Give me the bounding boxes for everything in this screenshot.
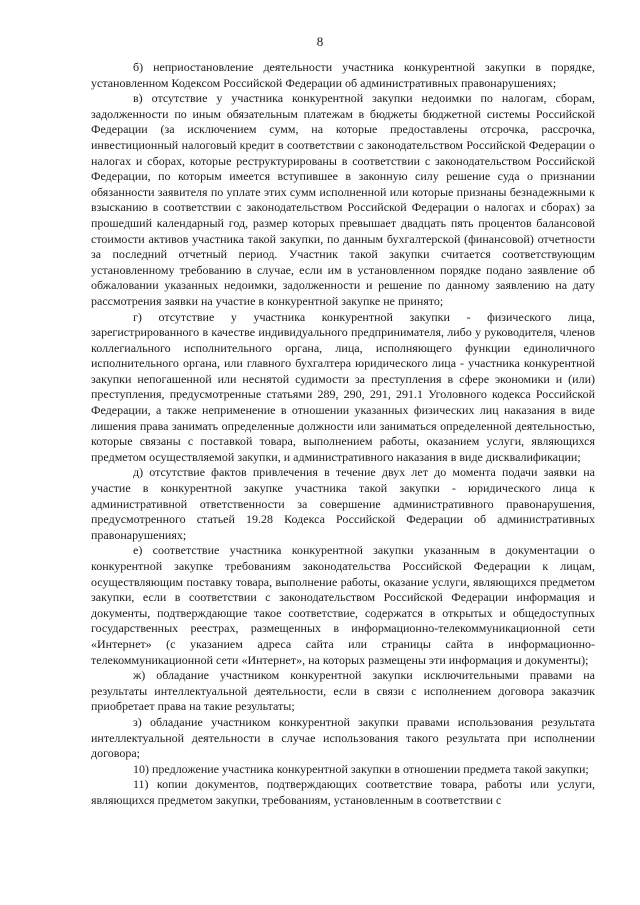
paragraph-v: в) отсутствие у участника конкурентной закупки недоимки по налогам, сборам, задолженности по иным обязательным платежам в бюджеты бюджетной системы Российской Федерации (за исключением сумм, на которые предоставлены отсрочка, рассрочка, инвестиционный налоговый кредит в соответствии с законодательством Российской Федерации о налогах и сборах, которые реструктурированы в соответствии с законодательством Российской Федерации, по которым имеется вступившее в законную силу решение суда о признании обязанности заявителя по уплате этих сумм исполненной или которые признаны безнадежными к взысканию в соответствии с законодательством Российской Федерации о налогах и сборах) за прошедший календарный год, размер которых превышает двадцать пять процентов балансовой стоимости активов участника такой закупки, по данным бухгалтерской (финансовой) отчетности за последний отчетный период. Участник такой закупки считается соответствующим установленному требованию в случае, если им в установленном порядке подано заявление об обжаловании указанных недоимки, задолженности и решение по данному заявлению на дату рассмотрения заявки на участие в конкурентной закупке не принято; bbox=[91, 91, 595, 308]
document-body bbox=[91, 60, 595, 809]
paragraph-e: е) соответствие участника конкурентной закупки указанным в документации о конкурентной закупке требованиям законодательства Российской Федерации к лицам, осуществляющим поставку товара, выполнение работы, оказание услуги, являющихся предметом закупки, если в соответствии с законодательством Российской Федерации информация и документы, подтверждающие такое соответствие, содержатся в открытых и общедоступных государственных реестрах, размещенных в информационно-телекоммуникационной сети «Интернет» (с указанием адреса сайта или страницы сайта в информационно-телекоммуникационной сети «Интернет», на которых размещены эти информация и документы); bbox=[91, 543, 595, 667]
paragraph-d: д) отсутствие фактов привлечения в течение двух лет до момента подачи заявки на участие в конкурентной закупке участника такой закупки - юридического лица к административной ответственности за совершение административного правонарушения, предусмотренного статьей 19.28 Кодекса Российской Федерации об административных правонарушениях; bbox=[91, 465, 595, 542]
page-number: 8 bbox=[316, 34, 324, 49]
paragraph-g: г) отсутствие у участника конкурентной закупки - физического лица, зарегистрированного в качестве индивидуального предпринимателя, либо у руководителя, членов коллегиального исполнительного органа, лица, исполняющего функции единоличного исполнительного органа, или главного бухгалтера юридического лица - участника конкурентной закупки непогашенной или неснятой судимости за преступления в сфере экономики и (или) преступления, предусмотренные статьями 289, 290, 291, 291.1 Уголовного кодекса Российской Федерации, а также неприменение в отношении указанных физических лиц наказания в виде лишения права занимать определенные должности или заниматься определенной деятельностью, которые связаны с поставкой товара, выполнением работы, оказанием услуги, являющихся предметом осуществляемой закупки, и административного наказания в виде дисквалификации; bbox=[91, 309, 595, 464]
paragraph-z: з) обладание участником конкурентной закупки правами использования результата интеллектуальной деятельности в случае использования такого результата при исполнении договора; bbox=[91, 714, 595, 761]
paragraph-11: 11) копии документов, подтверждающих соответствие товара, работы или услуги, являющихся предметом закупки, требованиям, установленным в соответствии с bbox=[91, 777, 595, 807]
paragraph-b: б) неприостановление деятельности участника конкурентной закупки в порядке, установленном Кодексом Российской Федерации об административных правонарушениях; bbox=[91, 60, 595, 90]
paragraph-zh: ж) обладание участником конкурентной закупки исключительными правами на результаты интеллектуальной деятельности, если в связи с исполнением договора заказчик приобретает права на такие результаты; bbox=[91, 668, 595, 714]
paragraph-10: 10) предложение участника конкурентной закупки в отношении предмета такой закупки; bbox=[133, 761, 589, 776]
